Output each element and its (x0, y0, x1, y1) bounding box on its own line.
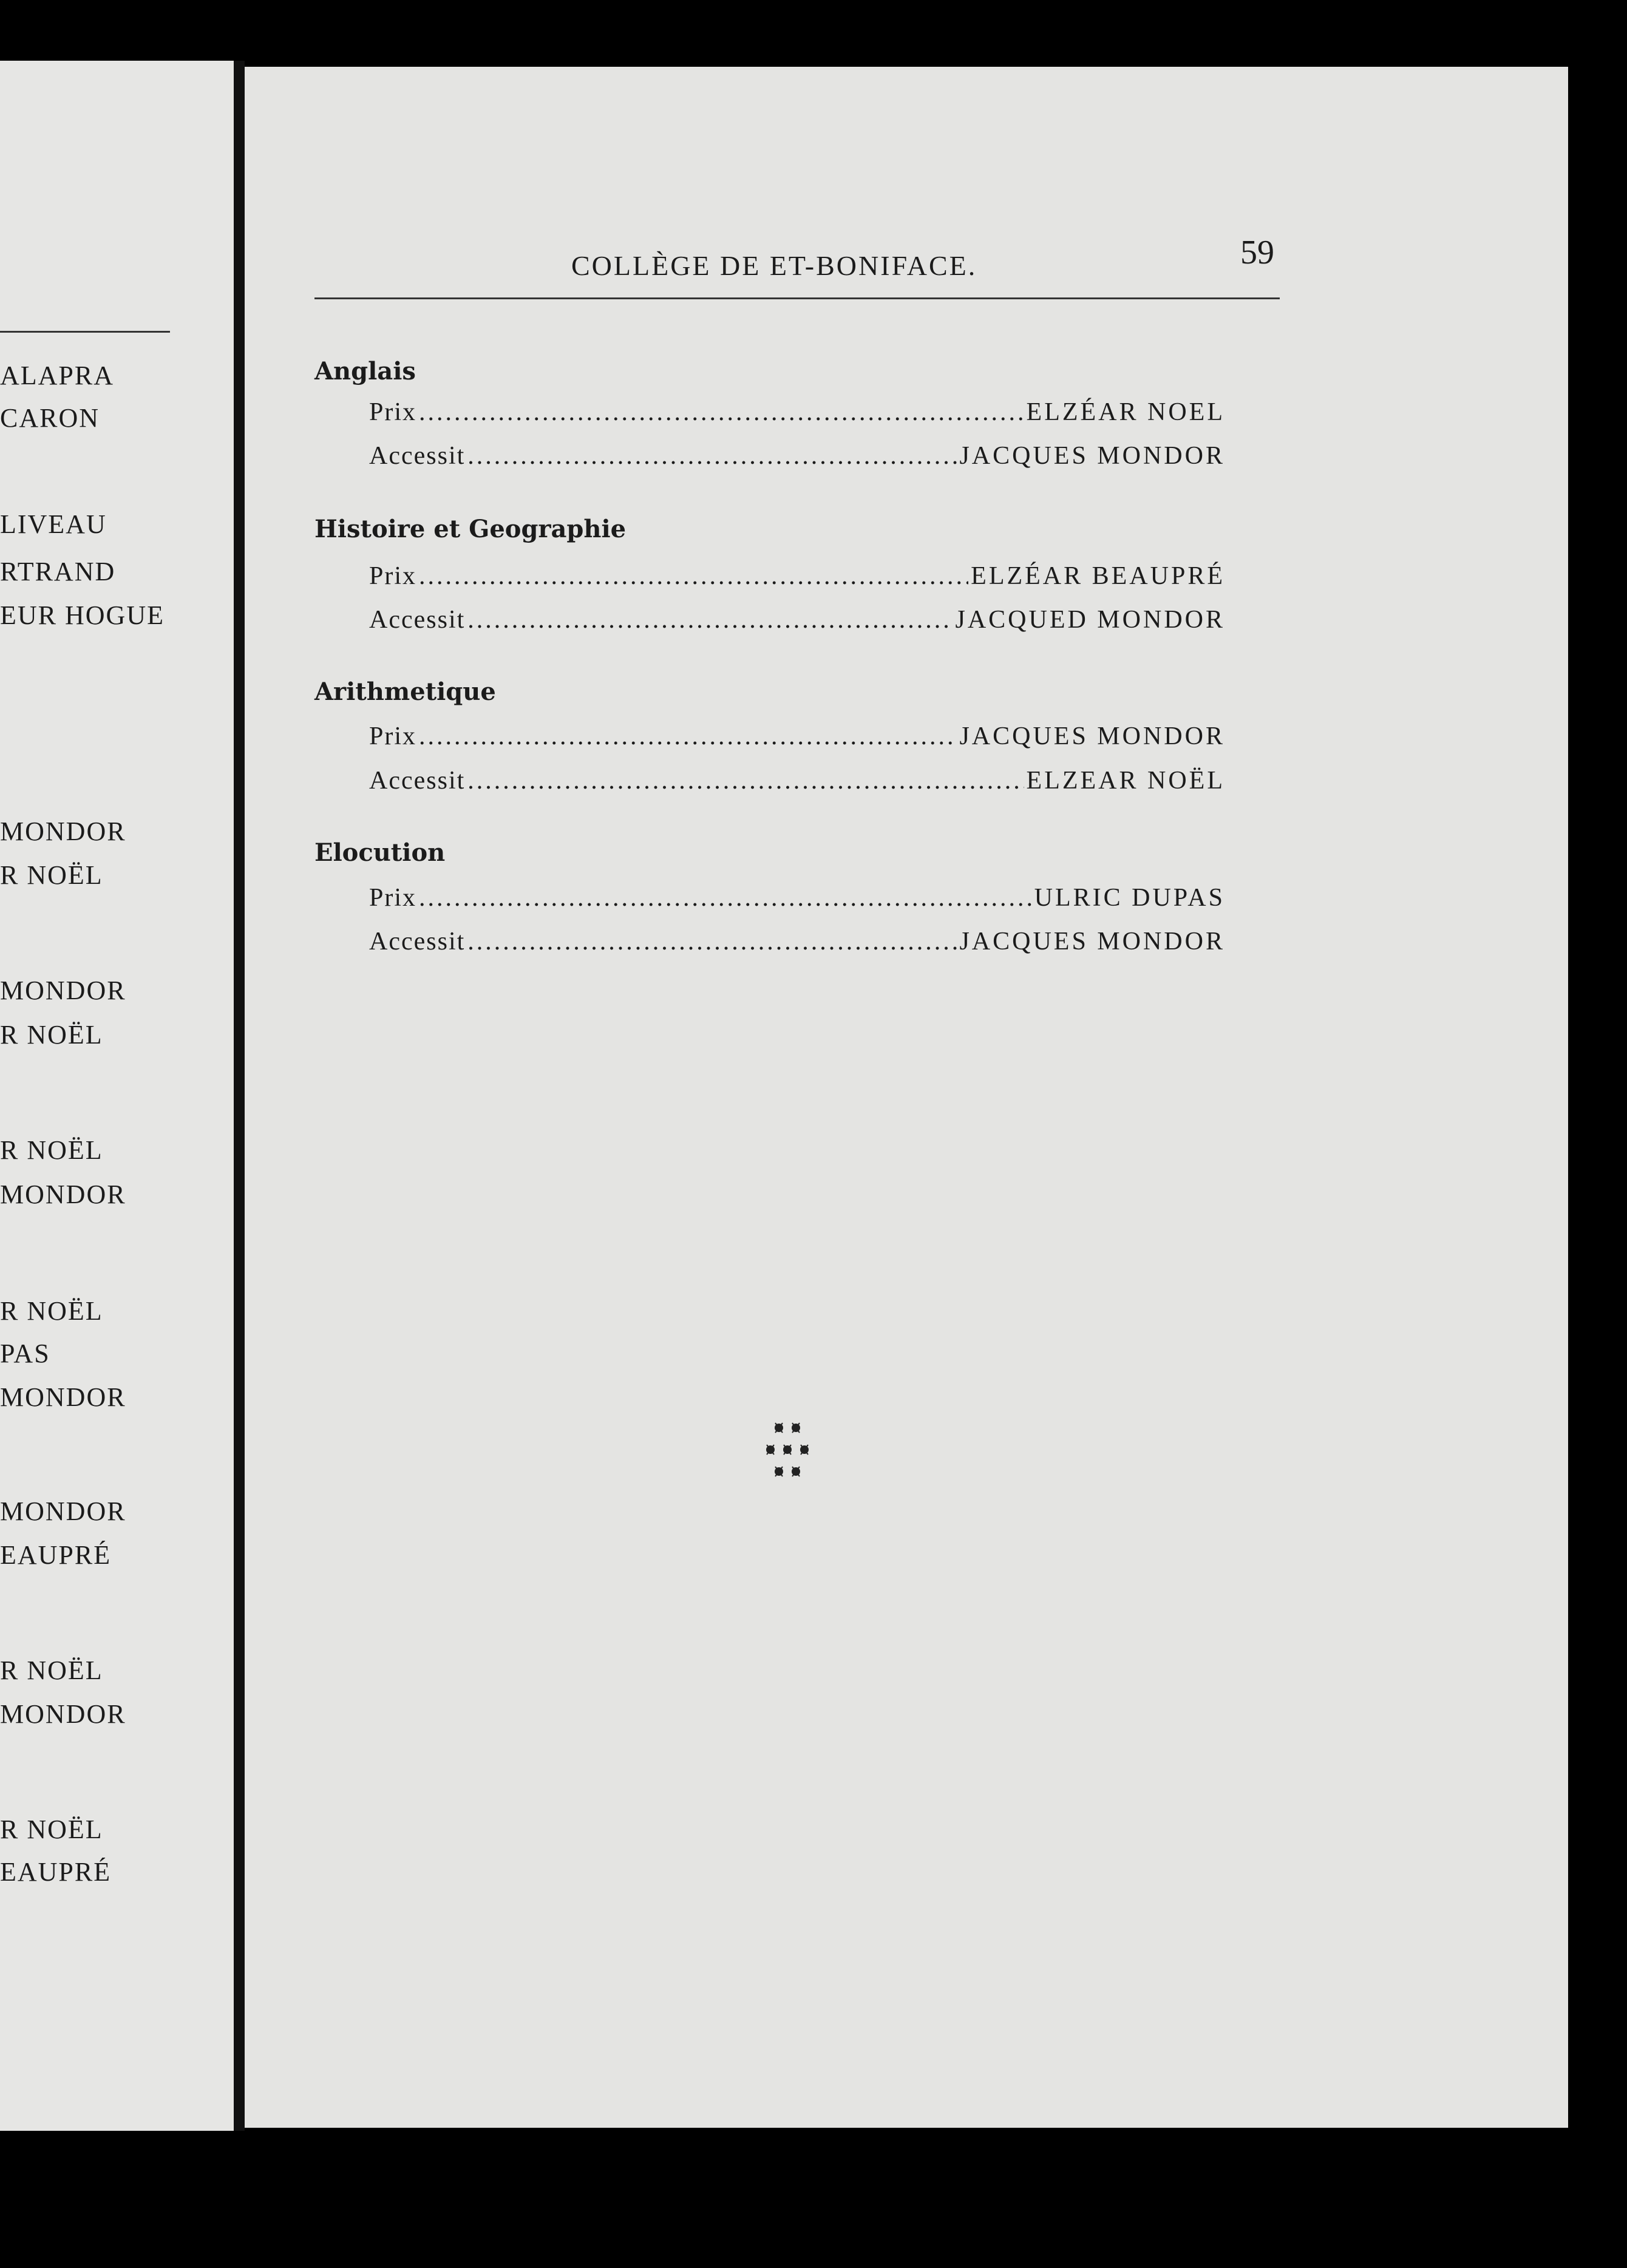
dot-leader (467, 607, 953, 633)
left-page-line: CARON (0, 403, 100, 433)
subject-heading: Histoire et Geographie (314, 515, 627, 543)
winner-name: ELZÉAR NOEL (1026, 398, 1225, 426)
left-page-line: MONDOR (0, 1496, 126, 1526)
prize-label: Prix (369, 398, 417, 426)
dot-leader (419, 399, 1024, 425)
winner-name: JACQUES MONDOR (959, 722, 1225, 750)
left-page-line: ALAPRA (0, 361, 115, 390)
page-number: 59 (1240, 234, 1274, 271)
prize-label: Prix (369, 722, 417, 750)
prize-entry (369, 399, 1225, 425)
prize-entry (369, 443, 1225, 469)
dot-leader (467, 768, 1024, 793)
left-page-line: MONDOR (0, 976, 126, 1005)
dot-leader (467, 443, 957, 469)
left-page-line: RTRAND (0, 557, 116, 586)
left-page-line: MONDOR (0, 1180, 126, 1209)
prize-label: Prix (369, 884, 417, 912)
left-page-line: R NOËL (0, 1020, 103, 1050)
prize-label: Accessit (369, 606, 466, 634)
prize-entry (369, 885, 1225, 911)
prize-entry (369, 607, 1225, 633)
dot-leader (419, 563, 968, 589)
left-page-line: MONDOR (0, 1382, 126, 1412)
right-page (245, 67, 1568, 2128)
winner-name: JACQUED MONDOR (955, 606, 1225, 634)
subject-heading: Elocution (314, 838, 446, 867)
left-page-line: R NOËL (0, 1135, 103, 1165)
prize-label: Prix (369, 562, 417, 590)
prize-entry (369, 929, 1225, 954)
dot-leader (419, 724, 957, 749)
left-page-line: PAS (0, 1339, 50, 1368)
winner-name: JACQUES MONDOR (959, 442, 1225, 470)
dot-leader (467, 929, 957, 954)
left-page-line: EAUPRÉ (0, 1857, 112, 1887)
subject-heading: Anglais (314, 357, 416, 385)
left-page-line: EAUPRÉ (0, 1540, 112, 1570)
header-rule (314, 297, 1280, 299)
subject-heading: Arithmetique (314, 677, 496, 706)
left-page-line: R NOËL (0, 1655, 103, 1685)
left-page-line: MONDOR (0, 817, 126, 846)
winner-name: JACQUES MONDOR (959, 928, 1225, 956)
prize-label: Accessit (369, 442, 466, 470)
winner-name: ELZEAR NOËL (1026, 767, 1225, 795)
left-page-line: R NOËL (0, 1296, 103, 1326)
left-page-line: MONDOR (0, 1699, 126, 1729)
left-page-line: LIVEAU (0, 509, 107, 539)
left-page-line: R NOËL (0, 1815, 103, 1844)
running-header-title: COLLÈGE DE ET-BONIFACE. (571, 250, 977, 281)
book-gutter (234, 61, 245, 2131)
winner-name: ELZÉAR BEAUPRÉ (971, 562, 1225, 590)
left-page-line: R NOËL (0, 860, 103, 890)
prize-entry (369, 724, 1225, 749)
prize-entry (369, 768, 1225, 793)
prize-entry (369, 563, 1225, 589)
fleuron-ornament-icon (761, 1414, 815, 1487)
winner-name: ULRIC DUPAS (1034, 884, 1225, 912)
left-page-rule (0, 331, 170, 333)
prize-label: Accessit (369, 928, 466, 956)
left-page (0, 61, 234, 2131)
dot-leader (419, 885, 1032, 911)
prize-label: Accessit (369, 767, 466, 795)
left-page-line: EUR HOGUE (0, 600, 165, 630)
